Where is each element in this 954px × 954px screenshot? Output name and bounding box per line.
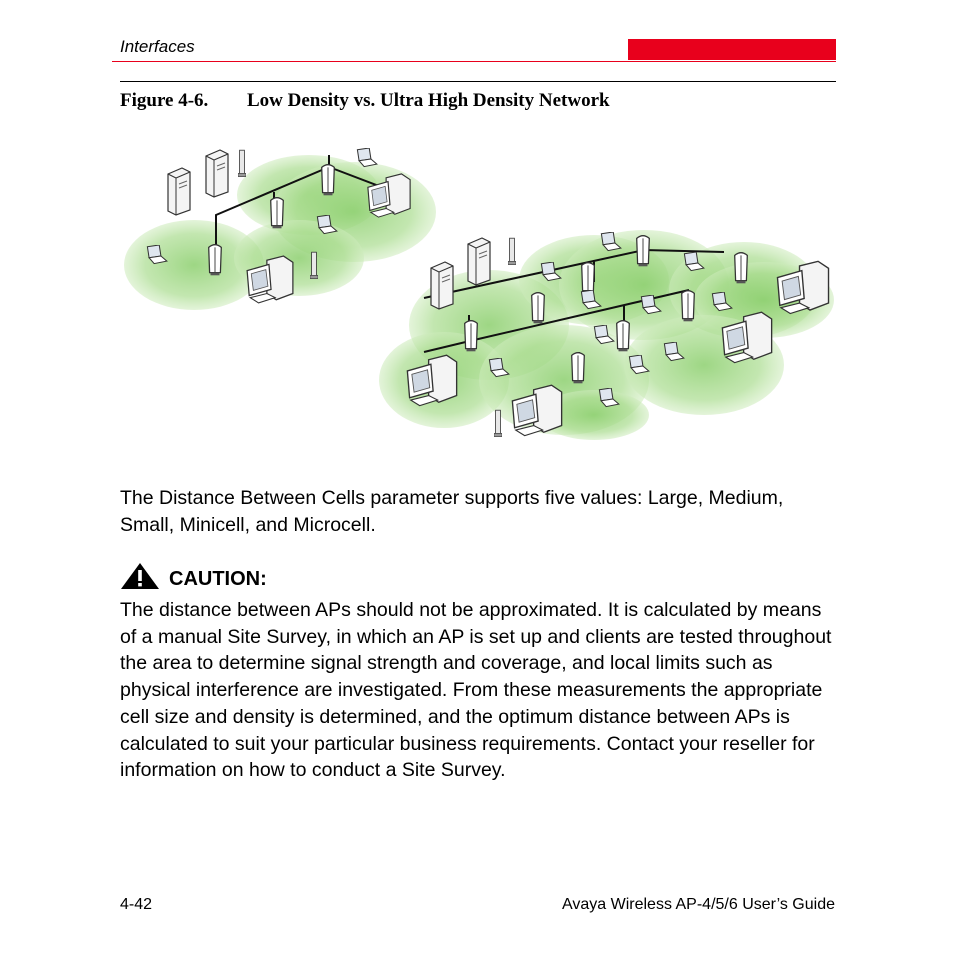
page-number: 4-42 xyxy=(120,896,153,913)
body-paragraph: The Distance Between Cells parameter supports five values: Large, Medium, Small, Minicell, and Microcell. xyxy=(120,487,784,536)
figure-caption xyxy=(120,90,610,112)
caution-label: CAUTION: xyxy=(169,567,267,590)
ultra-high-density-network xyxy=(379,230,834,440)
caution-text: The distance between APs should not be approximated. It is calculated by means of a manual Site Survey, in which an AP is set up and clients are tested throughout the area to determine signal strength and coverage, and local limits such as physical interference are investigated. From these measurements the appropriate cell size and density is determined, and the optimum distance between APs is calculated to suit your particular business requirements. Contact your reseller for information on how to conduct a Site Survey. xyxy=(120,599,832,782)
low-density-network xyxy=(124,148,436,310)
figure-rule xyxy=(120,81,836,82)
figure-number: Figure 4-6. xyxy=(120,90,209,111)
figure-title: Low Density vs. Ultra High Density Network xyxy=(247,90,610,111)
section-title: Interfaces xyxy=(120,37,195,56)
header-accent-bar xyxy=(628,39,836,60)
network-illustration xyxy=(124,140,834,445)
guide-title: Avaya Wireless AP-4/5/6 User’s Guide xyxy=(561,896,835,913)
caution-heading xyxy=(120,561,267,591)
header-rule xyxy=(112,61,836,62)
warning-triangle-icon xyxy=(120,562,160,590)
